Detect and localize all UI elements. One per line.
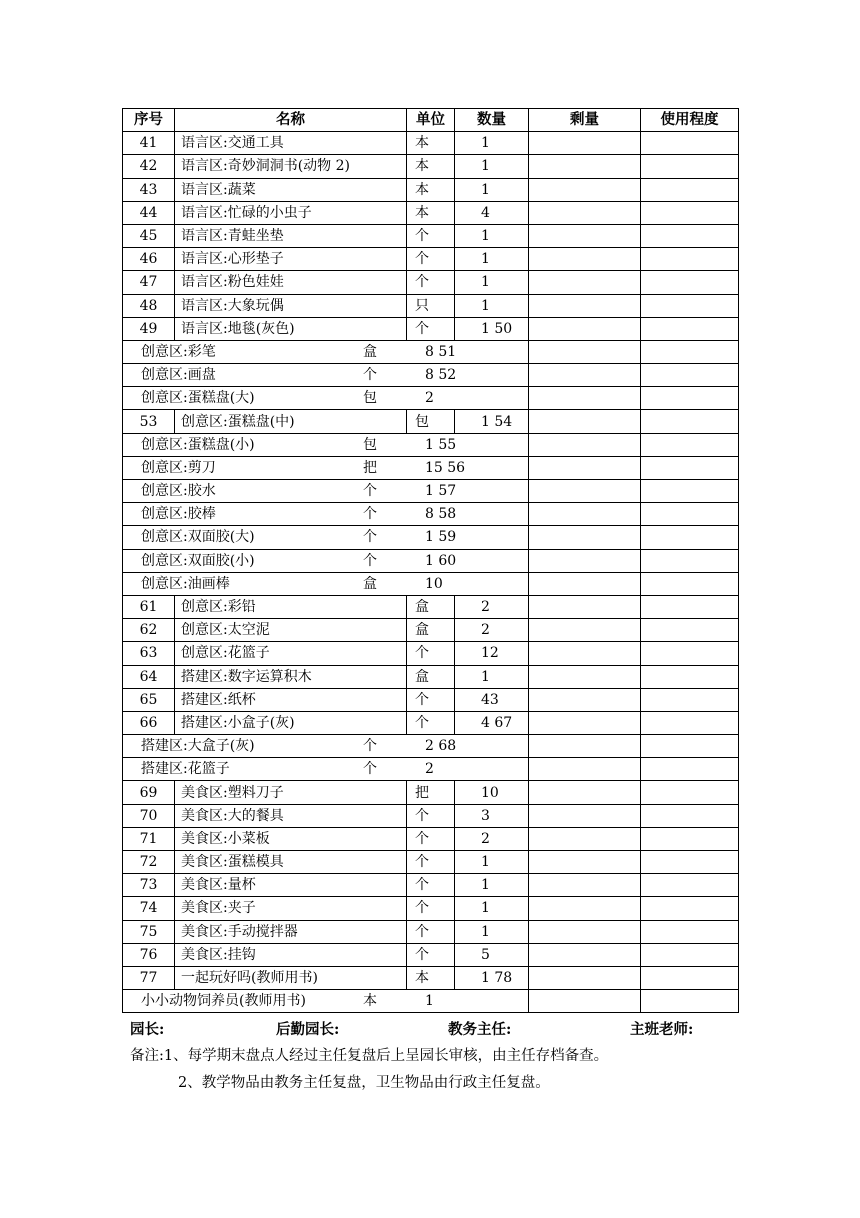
item-remaining: [529, 572, 641, 595]
item-usage: [641, 711, 739, 734]
item-qty: 1: [455, 224, 529, 247]
table-row: [123, 456, 739, 479]
table-row: [123, 851, 739, 874]
item-qty: 1: [455, 874, 529, 897]
item-usage: [641, 178, 739, 201]
item-usage: [641, 735, 739, 758]
table-row: [123, 387, 739, 410]
item-remaining: [529, 503, 641, 526]
item-qty: 1 50: [455, 317, 529, 340]
table-row: [123, 132, 739, 155]
table-row: [123, 317, 739, 340]
item-qty: 8 58: [425, 506, 457, 523]
merged-cell: [123, 503, 529, 526]
table-row: [123, 874, 739, 897]
table-body: [123, 132, 739, 1013]
item-usage: [641, 526, 739, 549]
table-row: [123, 271, 739, 294]
item-qty: 1: [455, 132, 529, 155]
table-row: [123, 619, 739, 642]
item-qty: 1: [455, 920, 529, 943]
table-row: [123, 410, 739, 433]
item-qty: 1: [455, 294, 529, 317]
item-name: 创意区:蛋糕盘(大): [141, 390, 255, 407]
item-unit: 个: [407, 317, 455, 340]
item-usage: [641, 642, 739, 665]
item-name: 创意区:胶棒: [141, 506, 216, 523]
item-remaining: [529, 827, 641, 850]
item-name: 创意区:剪刀: [141, 459, 216, 476]
header-seq: 序号: [123, 109, 175, 132]
item-remaining: [529, 294, 641, 317]
item-name: 搭建区:花篮子: [141, 761, 230, 778]
item-remaining: [529, 224, 641, 247]
item-usage: [641, 480, 739, 503]
table-row: [123, 201, 739, 224]
item-name: 创意区:彩笔: [141, 343, 216, 360]
item-usage: [641, 132, 739, 155]
item-usage: [641, 920, 739, 943]
item-remaining: [529, 874, 641, 897]
item-name: 语言区:地毯(灰色): [175, 317, 407, 340]
item-unit: 本: [407, 132, 455, 155]
item-seq: 66: [123, 711, 175, 734]
sig-teacher: 主班老师:: [630, 1021, 694, 1038]
item-name: 创意区:花篮子: [175, 642, 407, 665]
item-remaining: [529, 781, 641, 804]
item-seq: 77: [123, 966, 175, 989]
item-unit: 把: [363, 459, 377, 476]
item-qty: 43: [455, 688, 529, 711]
item-usage: [641, 804, 739, 827]
table-row: [123, 178, 739, 201]
table-header-row: [123, 109, 739, 132]
item-seq: 73: [123, 874, 175, 897]
item-unit: 个: [407, 827, 455, 850]
item-unit: 盒: [363, 343, 377, 360]
merged-cell: [123, 364, 529, 387]
table-row: [123, 665, 739, 688]
item-seq: 53: [123, 410, 175, 433]
item-qty: 2 68: [425, 738, 457, 755]
item-name: 美食区:塑料刀子: [175, 781, 407, 804]
item-usage: [641, 572, 739, 595]
item-qty: 1: [455, 178, 529, 201]
item-seq: 64: [123, 665, 175, 688]
item-remaining: [529, 642, 641, 665]
item-name: 语言区:青蛙坐垫: [175, 224, 407, 247]
item-usage: [641, 410, 739, 433]
sig-principal: 园长:: [130, 1021, 165, 1038]
item-usage: [641, 595, 739, 618]
item-qty: 2: [455, 595, 529, 618]
item-seq: 41: [123, 132, 175, 155]
item-name: 创意区:胶水: [141, 483, 216, 499]
item-usage: [641, 781, 739, 804]
item-remaining: [529, 549, 641, 572]
item-unit: 个: [407, 897, 455, 920]
item-seq: 49: [123, 317, 175, 340]
table-row: [123, 572, 739, 595]
header-unit: 单位: [407, 109, 455, 132]
item-qty: 12: [455, 642, 529, 665]
item-name: 搭建区:小盒子(灰): [175, 711, 407, 734]
item-usage: [641, 317, 739, 340]
item-name: 创意区:双面胶(大): [141, 529, 255, 546]
header-usage: 使用程度: [641, 109, 739, 132]
merged-cell: [123, 526, 529, 549]
item-qty: 8 52: [425, 367, 457, 384]
item-remaining: [529, 480, 641, 503]
item-name: 搭建区:大盒子(灰): [141, 738, 255, 755]
item-usage: [641, 665, 739, 688]
item-usage: [641, 827, 739, 850]
item-name: 美食区:夹子: [175, 897, 407, 920]
item-name: 一起玩好吗(教师用书): [175, 966, 407, 989]
item-remaining: [529, 920, 641, 943]
table-row: [123, 155, 739, 178]
merged-cell: [123, 433, 529, 456]
inventory-table: [122, 108, 739, 1013]
item-qty: 1 59: [425, 529, 457, 546]
item-usage: [641, 340, 739, 363]
table-row: [123, 480, 739, 503]
item-qty: 2: [425, 761, 434, 778]
item-unit: 个: [363, 552, 377, 569]
merged-cell: [123, 480, 529, 503]
item-seq: 42: [123, 155, 175, 178]
item-qty: 1 54: [455, 410, 529, 433]
item-seq: 44: [123, 201, 175, 224]
item-unit: 个: [407, 642, 455, 665]
item-seq: 65: [123, 688, 175, 711]
note-line-2: 2、教学物品由教务主任复盘，卫生物品由行政主任复盘。: [178, 1075, 550, 1091]
item-usage: [641, 271, 739, 294]
item-remaining: [529, 619, 641, 642]
item-seq: 76: [123, 943, 175, 966]
item-unit: 个: [407, 874, 455, 897]
item-unit: 个: [407, 688, 455, 711]
item-usage: [641, 688, 739, 711]
item-usage: [641, 851, 739, 874]
item-unit: 包: [407, 410, 455, 433]
item-unit: 个: [407, 248, 455, 271]
item-remaining: [529, 711, 641, 734]
item-qty: 5: [455, 943, 529, 966]
merged-cell: [123, 572, 529, 595]
table-row: [123, 433, 739, 456]
item-unit: 包: [363, 390, 377, 407]
item-qty: 1: [455, 665, 529, 688]
header-qty: 数量: [455, 109, 529, 132]
table-row: [123, 897, 739, 920]
item-seq: 75: [123, 920, 175, 943]
item-unit: 盒: [407, 595, 455, 618]
table-row: [123, 549, 739, 572]
item-name: 语言区:心形垫子: [175, 248, 407, 271]
item-unit: 个: [407, 851, 455, 874]
item-qty: 8 51: [425, 343, 457, 360]
merged-cell: [123, 735, 529, 758]
item-qty: 10: [455, 781, 529, 804]
item-seq: 70: [123, 804, 175, 827]
item-qty: 1: [455, 271, 529, 294]
item-usage: [641, 456, 739, 479]
item-remaining: [529, 387, 641, 410]
item-seq: 72: [123, 851, 175, 874]
merged-cell: [123, 340, 529, 363]
item-unit: 个: [363, 506, 377, 523]
item-unit: 盒: [407, 619, 455, 642]
item-qty: 1 78: [455, 966, 529, 989]
item-seq: 43: [123, 178, 175, 201]
item-remaining: [529, 851, 641, 874]
item-name: 美食区:量杯: [175, 874, 407, 897]
item-unit: 盒: [407, 665, 455, 688]
item-name: 创意区:太空泥: [175, 619, 407, 642]
item-usage: [641, 155, 739, 178]
item-name: 创意区:油画棒: [141, 575, 230, 592]
item-seq: 63: [123, 642, 175, 665]
table-row: [123, 804, 739, 827]
item-usage: [641, 966, 739, 989]
item-unit: 把: [407, 781, 455, 804]
item-seq: 48: [123, 294, 175, 317]
item-qty: 2: [455, 827, 529, 850]
table-row: [123, 781, 739, 804]
item-name: 小小动物饲养员(教师用书): [141, 993, 306, 1010]
item-name: 语言区:忙碌的小虫子: [175, 201, 407, 224]
item-remaining: [529, 990, 641, 1013]
item-name: 美食区:挂钩: [175, 943, 407, 966]
table-row: [123, 526, 739, 549]
item-unit: 包: [363, 436, 377, 453]
item-qty: 1 55: [425, 436, 457, 453]
item-seq: 47: [123, 271, 175, 294]
merged-cell: [123, 758, 529, 781]
table-row: [123, 943, 739, 966]
item-usage: [641, 549, 739, 572]
item-name: 美食区:小菜板: [175, 827, 407, 850]
item-unit: 个: [407, 711, 455, 734]
table-row: [123, 920, 739, 943]
item-remaining: [529, 132, 641, 155]
item-unit: 个: [363, 483, 377, 499]
item-remaining: [529, 433, 641, 456]
item-name: 创意区:彩铅: [175, 595, 407, 618]
item-qty: 1 60: [425, 552, 457, 569]
item-unit: 只: [407, 294, 455, 317]
item-remaining: [529, 410, 641, 433]
item-name: 搭建区:纸杯: [175, 688, 407, 711]
table-row: [123, 364, 739, 387]
item-name: 语言区:奇妙洞洞书(动物 2): [175, 155, 407, 178]
item-name: 语言区:粉色娃娃: [175, 271, 407, 294]
item-qty: 1: [425, 993, 434, 1010]
item-qty: 1 57: [425, 483, 457, 499]
item-qty: 2: [455, 619, 529, 642]
item-remaining: [529, 526, 641, 549]
item-seq: 71: [123, 827, 175, 850]
item-qty: 1: [455, 155, 529, 178]
item-remaining: [529, 201, 641, 224]
item-unit: 个: [363, 367, 377, 384]
item-qty: 1: [455, 851, 529, 874]
item-unit: 个: [407, 271, 455, 294]
item-name: 创意区:双面胶(小): [141, 552, 255, 569]
item-unit: 个: [363, 738, 377, 755]
item-qty: 10: [425, 575, 443, 592]
item-usage: [641, 224, 739, 247]
item-unit: 本: [407, 201, 455, 224]
item-usage: [641, 619, 739, 642]
item-unit: 本: [407, 155, 455, 178]
table-row: [123, 248, 739, 271]
header-remaining: 剩量: [529, 109, 641, 132]
item-unit: 本: [407, 966, 455, 989]
item-remaining: [529, 665, 641, 688]
item-qty: 4: [455, 201, 529, 224]
item-unit: 本: [407, 178, 455, 201]
note-line-1: 备注:1、每学期末盘点人经过主任复盘后上呈园长审核，由主任存档备查。: [130, 1048, 609, 1064]
item-usage: [641, 248, 739, 271]
item-qty: 1: [455, 248, 529, 271]
item-seq: 69: [123, 781, 175, 804]
item-remaining: [529, 248, 641, 271]
item-remaining: [529, 271, 641, 294]
table-row: [123, 827, 739, 850]
item-seq: 61: [123, 595, 175, 618]
item-remaining: [529, 155, 641, 178]
item-usage: [641, 874, 739, 897]
item-unit: 本: [363, 993, 377, 1010]
item-remaining: [529, 456, 641, 479]
item-usage: [641, 758, 739, 781]
item-remaining: [529, 804, 641, 827]
item-unit: 个: [363, 529, 377, 546]
table-row: [123, 688, 739, 711]
table-row: [123, 758, 739, 781]
merged-cell: [123, 549, 529, 572]
item-seq: 62: [123, 619, 175, 642]
item-remaining: [529, 595, 641, 618]
item-usage: [641, 943, 739, 966]
item-remaining: [529, 758, 641, 781]
item-name: 创意区:蛋糕盘(小): [141, 436, 255, 453]
table-row: [123, 340, 739, 363]
item-remaining: [529, 897, 641, 920]
item-usage: [641, 364, 739, 387]
item-unit: 个: [407, 224, 455, 247]
header-name: 名称: [175, 109, 407, 132]
item-usage: [641, 387, 739, 410]
table-row: [123, 711, 739, 734]
item-name: 创意区:蛋糕盘(中): [175, 410, 407, 433]
table-row: [123, 966, 739, 989]
sig-academic: 教务主任:: [448, 1021, 512, 1038]
table-row: [123, 735, 739, 758]
item-seq: 74: [123, 897, 175, 920]
item-usage: [641, 294, 739, 317]
item-seq: 46: [123, 248, 175, 271]
table-row: [123, 642, 739, 665]
item-remaining: [529, 178, 641, 201]
merged-cell: [123, 387, 529, 410]
item-name: 搭建区:数字运算积木: [175, 665, 407, 688]
item-unit: 个: [363, 761, 377, 778]
item-usage: [641, 433, 739, 456]
item-remaining: [529, 943, 641, 966]
item-unit: 盒: [363, 575, 377, 592]
item-name: 语言区:蔬菜: [175, 178, 407, 201]
item-name: 美食区:大的餐具: [175, 804, 407, 827]
item-name: 美食区:手动搅拌器: [175, 920, 407, 943]
item-qty: 1: [455, 897, 529, 920]
item-remaining: [529, 735, 641, 758]
merged-cell: [123, 456, 529, 479]
item-usage: [641, 201, 739, 224]
item-name: 语言区:交通工具: [175, 132, 407, 155]
item-usage: [641, 990, 739, 1013]
item-qty: 2: [425, 390, 434, 407]
table-row: [123, 294, 739, 317]
item-seq: 45: [123, 224, 175, 247]
item-unit: 个: [407, 943, 455, 966]
merged-cell: [123, 990, 529, 1013]
table-row: [123, 224, 739, 247]
item-remaining: [529, 364, 641, 387]
table-row: [123, 595, 739, 618]
table-row: [123, 990, 739, 1013]
item-remaining: [529, 688, 641, 711]
sig-logistics: 后勤园长:: [276, 1021, 340, 1038]
item-qty: 4 67: [455, 711, 529, 734]
item-usage: [641, 503, 739, 526]
item-unit: 个: [407, 920, 455, 943]
item-remaining: [529, 317, 641, 340]
item-name: 语言区:大象玩偶: [175, 294, 407, 317]
table-row: [123, 503, 739, 526]
item-qty: 15 56: [425, 459, 466, 476]
item-unit: 个: [407, 804, 455, 827]
item-name: 美食区:蛋糕模具: [175, 851, 407, 874]
item-usage: [641, 897, 739, 920]
item-remaining: [529, 966, 641, 989]
item-remaining: [529, 340, 641, 363]
item-name: 创意区:画盘: [141, 367, 216, 384]
item-qty: 3: [455, 804, 529, 827]
